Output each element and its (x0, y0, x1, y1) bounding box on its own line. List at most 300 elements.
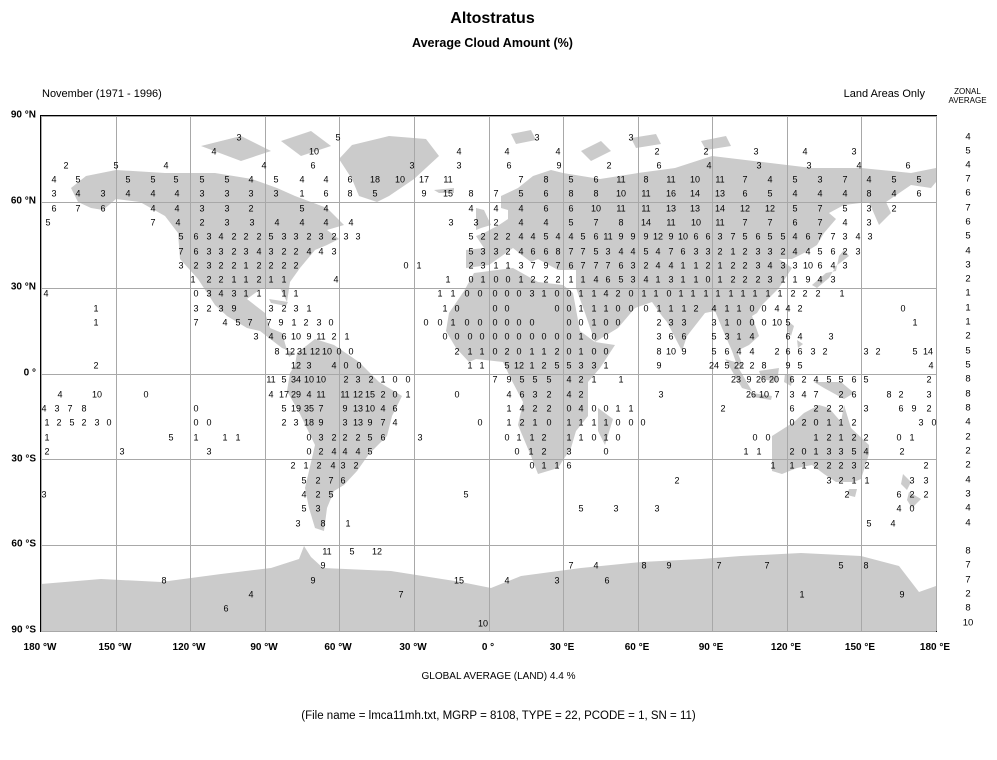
cell-value: 2 (674, 475, 680, 486)
cell-value: 4 (468, 203, 474, 214)
cell-value: 2 (44, 446, 50, 457)
cell-value: 3 (218, 303, 224, 314)
cell-value: 7 (580, 260, 586, 271)
cell-value: 2 (316, 460, 322, 471)
cell-value: 1 (851, 475, 857, 486)
cell-value: 1 (703, 288, 709, 299)
cell-value: 2 (93, 360, 99, 371)
cell-value: 3 (755, 246, 761, 257)
cell-value: 3 (926, 389, 932, 400)
cell-value: 13 (714, 188, 726, 199)
cell-value: 9 (666, 560, 672, 571)
cell-value: 3 (119, 446, 125, 457)
cell-value: 1 (380, 374, 386, 385)
cell-value: 0 (628, 303, 634, 314)
cell-value: 3 (630, 274, 636, 285)
cell-value: 1 (578, 432, 584, 443)
cell-value: 1 (578, 288, 584, 299)
cell-value: 2 (454, 346, 460, 357)
cell-value: 9 (899, 589, 905, 600)
cell-value: 7 (398, 589, 404, 600)
cell-value: 9 (231, 303, 237, 314)
cell-value: 5 (578, 503, 584, 514)
cell-value: 5 (851, 446, 857, 457)
cell-value: 12 (309, 346, 321, 357)
cell-value: 4 (323, 203, 329, 214)
cell-value: 4 (150, 188, 156, 199)
cell-value: 5 (866, 518, 872, 529)
cell-value: 0 (516, 331, 522, 342)
cell-value: 1 (680, 274, 686, 285)
cell-value: 5 (580, 231, 586, 242)
cell-value: 0 (705, 274, 711, 285)
cell-value: 9 (643, 231, 649, 242)
cell-value: 5 (711, 331, 717, 342)
cell-value: 2 (826, 460, 832, 471)
cell-value: 6 (223, 603, 229, 614)
cell-value: 2 (717, 246, 723, 257)
cell-value: 24 (708, 360, 720, 371)
cell-value: 6 (340, 475, 346, 486)
cell-value: 1 (839, 288, 845, 299)
cell-value: 4 (530, 231, 536, 242)
cell-value: 4 (174, 188, 180, 199)
cell-value: 1 (518, 274, 524, 285)
cell-value: 8 (543, 174, 549, 185)
cell-value: 1 (838, 417, 844, 428)
zonal-average-value: 8 (965, 602, 971, 614)
cell-value: 5 (568, 217, 574, 228)
cell-value: 14 (689, 188, 701, 199)
cell-value: 0 (343, 360, 349, 371)
cell-value: 2 (541, 360, 547, 371)
cell-value: 2 (656, 317, 662, 328)
cell-value: 2 (56, 417, 62, 428)
cell-value: 5 (150, 174, 156, 185)
cell-value: 6 (193, 231, 199, 242)
longitude-tick-label: 90 °E (698, 642, 724, 653)
cell-value: 3 (826, 475, 832, 486)
cell-value: 2 (532, 403, 538, 414)
cell-value: 3 (273, 188, 279, 199)
cell-value: 4 (518, 217, 524, 228)
cell-value: 1 (693, 260, 699, 271)
cell-value: 18 (369, 174, 381, 185)
cell-value: 10 (677, 231, 689, 242)
cell-value: 2 (864, 460, 870, 471)
cell-value: 2 (842, 246, 848, 257)
cell-value: 1 (752, 288, 758, 299)
cell-value: 0 (423, 317, 429, 328)
cell-value: 2 (493, 217, 499, 228)
cell-value: 0 (615, 317, 621, 328)
cell-value: 2 (193, 260, 199, 271)
cell-value: 2 (909, 489, 915, 500)
cell-value: 3 (566, 446, 572, 457)
cell-value: 2 (331, 231, 337, 242)
cell-value: 2 (81, 417, 87, 428)
cell-value: 5 (643, 246, 649, 257)
cell-value: 4 (792, 231, 798, 242)
cell-value: 2 (801, 417, 807, 428)
cell-value: 3 (340, 460, 346, 471)
cell-value: 3 (493, 246, 499, 257)
cell-value: 12 (652, 231, 664, 242)
cell-value: 1 (801, 460, 807, 471)
cell-value: 3 (100, 188, 106, 199)
cell-value: 0 (541, 331, 547, 342)
cell-value: 6 (851, 374, 857, 385)
cell-value: 10 (477, 618, 489, 629)
cell-value: 2 (578, 389, 584, 400)
cell-value: 2 (493, 231, 499, 242)
cell-value: 11 (715, 217, 725, 228)
cell-value: 2 (749, 360, 755, 371)
cell-value: 1 (777, 288, 783, 299)
cell-value: 0 (761, 317, 767, 328)
cell-value: 5 (546, 374, 552, 385)
cell-value: 6 (568, 260, 574, 271)
cell-value: 8 (886, 389, 892, 400)
cell-value: 1 (44, 432, 50, 443)
cell-value: 4 (792, 246, 798, 257)
cell-value: 2 (838, 389, 844, 400)
cell-value: 1 (838, 432, 844, 443)
cell-value: 1 (591, 317, 597, 328)
cell-value: 2 (615, 288, 621, 299)
cell-value: 1 (529, 346, 535, 357)
cell-value: 1 (603, 303, 609, 314)
cell-value: 0 (931, 417, 937, 428)
cell-value: 4 (593, 560, 599, 571)
cell-value: 4 (323, 174, 329, 185)
cell-value: 0 (477, 317, 483, 328)
cell-value: 26 (745, 389, 757, 400)
cell-value: 2 (926, 374, 932, 385)
cell-value: 4 (348, 217, 354, 228)
cell-value: 14 (922, 346, 934, 357)
cell-value: 4 (519, 403, 525, 414)
cell-value: 4 (306, 389, 312, 400)
cell-value: 3 (199, 203, 205, 214)
cell-value: 6 (519, 389, 525, 400)
cell-value: 4 (842, 188, 848, 199)
cell-value: 1 (243, 274, 249, 285)
cell-value: 26 (755, 374, 767, 385)
cell-value: 6 (566, 460, 572, 471)
cell-value: 5 (301, 503, 307, 514)
cell-value: 0 (392, 389, 398, 400)
cell-value: 9 (681, 346, 687, 357)
cell-value: 6 (905, 160, 911, 171)
cell-value: 3 (355, 231, 361, 242)
cell-value: 6 (51, 203, 57, 214)
cell-value: 8 (866, 188, 872, 199)
cell-value: 7 (328, 475, 334, 486)
cell-value: 14 (714, 203, 726, 214)
cell-value: 15 (442, 188, 454, 199)
cell-value: 4 (767, 174, 773, 185)
cell-value: 0 (206, 417, 212, 428)
cell-value: 5 (826, 374, 832, 385)
cell-value: 5 (504, 360, 510, 371)
cell-value: 6 (310, 160, 316, 171)
cell-value: 1 (532, 417, 538, 428)
cell-value: 1 (618, 374, 624, 385)
cell-value: 11 (641, 203, 651, 214)
cell-value: 1 (728, 288, 734, 299)
cell-value: 3 (268, 246, 274, 257)
cell-value: 4 (749, 331, 755, 342)
zonal-average-value: 4 (965, 131, 971, 143)
cell-value: 2 (802, 288, 808, 299)
cell-value: 5 (891, 174, 897, 185)
cell-value: 9 (785, 360, 791, 371)
cell-value: 3 (630, 260, 636, 271)
cell-value: 0 (348, 346, 354, 357)
cell-value: 1 (780, 274, 786, 285)
cell-value: 6 (605, 274, 611, 285)
cell-value: 0 (546, 417, 552, 428)
cell-value: 2 (813, 403, 819, 414)
cell-value: 1 (578, 346, 584, 357)
cell-value: 0 (492, 303, 498, 314)
cell-value: 0 (554, 288, 560, 299)
cell-value: 7 (593, 217, 599, 228)
cell-value: 3 (295, 518, 301, 529)
latitude-tick-label: 90 °S (11, 624, 36, 636)
cell-value: 1 (655, 274, 661, 285)
cell-value: 13 (352, 403, 364, 414)
cell-value: 1 (529, 360, 535, 371)
cell-value: 2 (231, 231, 237, 242)
cell-value: 31 (296, 346, 308, 357)
cell-value: 10 (665, 346, 677, 357)
cell-value: 2 (863, 432, 869, 443)
cell-value: 0 (591, 346, 597, 357)
cell-value: 2 (231, 246, 237, 257)
cell-value: 6 (656, 160, 662, 171)
cell-value: 1 (529, 432, 535, 443)
cell-value: 7 (193, 317, 199, 328)
cell-value: 1 (505, 260, 511, 271)
cell-value: 2 (742, 260, 748, 271)
cell-value: 12 (739, 203, 751, 214)
cell-value: 4 (830, 260, 836, 271)
cell-value: 23 (730, 374, 742, 385)
cell-value: 0 (403, 260, 409, 271)
cell-value: 1 (693, 274, 699, 285)
cell-value: 6 (681, 331, 687, 342)
cell-value: 1 (293, 288, 299, 299)
cell-value: 1 (541, 288, 547, 299)
cell-value: 6 (593, 231, 599, 242)
cell-value: 5 (593, 246, 599, 257)
cell-value: 1 (256, 288, 262, 299)
period-label: November (1971 - 1996) (42, 88, 162, 100)
cell-value: 4 (125, 188, 131, 199)
cell-value: 6 (742, 188, 748, 199)
cell-value: 4 (817, 274, 823, 285)
cell-value: 1 (506, 417, 512, 428)
cell-value: 1 (243, 288, 249, 299)
cell-value: 4 (268, 389, 274, 400)
cell-value: 7 (580, 246, 586, 257)
cell-value: 1 (44, 417, 50, 428)
cell-value: 11 (666, 174, 676, 185)
cell-value: 1 (717, 274, 723, 285)
cell-value: 0 (336, 346, 342, 357)
cell-value: 1 (678, 288, 684, 299)
cell-value: 0 (454, 331, 460, 342)
cell-value: 2 (780, 246, 786, 257)
cell-value: 1 (799, 589, 805, 600)
cell-value: 4 (218, 288, 224, 299)
cell-value: 6 (830, 246, 836, 257)
cell-value: 0 (454, 389, 460, 400)
area-label: Land Areas Only (843, 88, 925, 100)
cell-value: 2 (923, 489, 929, 500)
cell-value: 3 (724, 331, 730, 342)
cell-value: 6 (281, 331, 287, 342)
cell-value: 3 (94, 417, 100, 428)
grid-line-horizontal (41, 545, 936, 546)
cell-value: 9 (556, 160, 562, 171)
cell-value: 0 (467, 331, 473, 342)
cell-value: 4 (57, 389, 63, 400)
cell-value: 1 (756, 446, 762, 457)
cell-value: 9 (630, 231, 636, 242)
cell-value: 6 (530, 246, 536, 257)
cell-value: 3 (658, 389, 664, 400)
cell-value: 22 (733, 360, 745, 371)
cell-value: 2 (826, 432, 832, 443)
cell-value: 3 (668, 274, 674, 285)
cell-value: 2 (546, 403, 552, 414)
cell-value: 2 (306, 231, 312, 242)
cell-value: 6 (805, 231, 811, 242)
cell-value: 3 (293, 303, 299, 314)
cell-value: 0 (492, 331, 498, 342)
cell-value: 5 (224, 174, 230, 185)
cell-value: 8 (863, 560, 869, 571)
cell-value: 4 (268, 331, 274, 342)
cell-value: 3 (206, 246, 212, 257)
cell-value: 0 (514, 446, 520, 457)
cell-value: 5 (328, 489, 334, 500)
cell-value: 2 (730, 274, 736, 285)
cell-value: 2 (742, 246, 748, 257)
page-subtitle: Average Cloud Amount (%) (412, 36, 573, 50)
cell-value: 2 (303, 317, 309, 328)
zonal-average-value: 5 (965, 359, 971, 371)
cell-value: 4 (323, 217, 329, 228)
cell-value: 2 (822, 346, 828, 357)
cell-value: 2 (703, 146, 709, 157)
cell-value: 5 (468, 246, 474, 257)
cell-value: 7 (742, 174, 748, 185)
cell-value: 4 (211, 146, 217, 157)
cell-value: 2 (256, 260, 262, 271)
cell-value: 5 (69, 417, 75, 428)
cell-value: 1 (235, 432, 241, 443)
cell-value: 6 (785, 331, 791, 342)
cell-value: 15 (364, 389, 376, 400)
cell-value: 1 (740, 288, 746, 299)
cell-value: 8 (761, 360, 767, 371)
cell-value: 0 (493, 274, 499, 285)
cell-value: 17 (418, 174, 430, 185)
cell-value: 8 (161, 575, 167, 586)
cell-value: 4 (43, 288, 49, 299)
cell-value: 1 (93, 303, 99, 314)
cell-value: 5 (235, 317, 241, 328)
cell-value: 2 (248, 203, 254, 214)
cell-value: 11 (603, 231, 613, 242)
cell-value: 7 (318, 403, 324, 414)
cell-value: 3 (249, 217, 255, 228)
cell-value: 13 (665, 203, 677, 214)
cell-value: 3 (855, 246, 861, 257)
cell-value: 0 (492, 317, 498, 328)
cell-value: 3 (193, 303, 199, 314)
cell-value: 0 (106, 417, 112, 428)
cell-value: 5 (792, 174, 798, 185)
cell-value: 2 (541, 446, 547, 457)
cell-value: 2 (606, 160, 612, 171)
cell-value: 4 (891, 188, 897, 199)
cell-value: 2 (578, 374, 584, 385)
cell-value: 12 (352, 389, 364, 400)
cell-value: 8 (568, 188, 574, 199)
cell-value: 7 (555, 260, 561, 271)
cell-value: 1 (568, 274, 574, 285)
cell-value: 4 (248, 589, 254, 600)
cell-value: 4 (355, 446, 361, 457)
cell-value: 7 (742, 217, 748, 228)
cell-value: 0 (640, 417, 646, 428)
cell-value: 6 (797, 346, 803, 357)
cell-value: 6 (789, 403, 795, 414)
cell-value: 3 (206, 446, 212, 457)
cell-value: 8 (555, 246, 561, 257)
cell-value: 11 (443, 174, 453, 185)
longitude-tick-label: 60 °W (324, 642, 352, 653)
cell-value: 2 (218, 274, 224, 285)
cell-value: 1 (653, 288, 659, 299)
cell-value: 0 (628, 288, 634, 299)
zonal-average-value: 1 (965, 302, 971, 314)
cell-value: 1 (445, 274, 451, 285)
cell-value: 3 (867, 231, 873, 242)
cell-value: 3 (199, 188, 205, 199)
cell-value: 4 (41, 403, 47, 414)
cell-value: 4 (163, 160, 169, 171)
cell-value: 0 (591, 331, 597, 342)
cell-value: 4 (331, 446, 337, 457)
longitude-tick-label: 150 °W (98, 642, 132, 653)
cell-value: 4 (842, 217, 848, 228)
cell-value: 4 (518, 203, 524, 214)
cell-value: 5 (178, 231, 184, 242)
cell-value: 6 (506, 160, 512, 171)
cell-value: 2 (206, 303, 212, 314)
cell-value: 7 (530, 260, 536, 271)
cell-value: 2 (541, 432, 547, 443)
cell-value: 3 (342, 417, 348, 428)
cell-value: 3 (806, 160, 812, 171)
cell-value: 4 (261, 160, 267, 171)
